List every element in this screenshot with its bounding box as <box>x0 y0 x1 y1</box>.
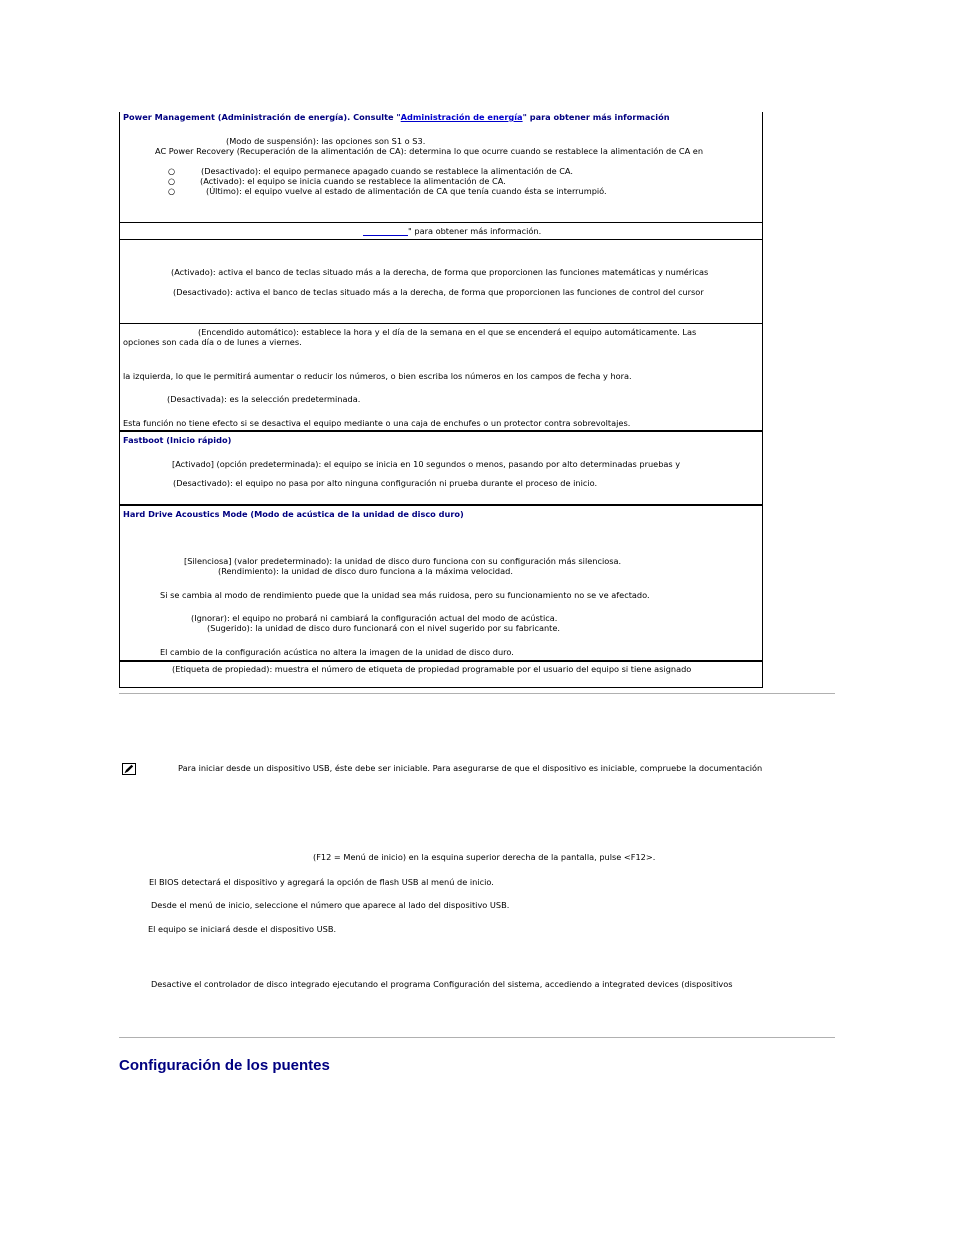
usb-step-disable: Desactive el controlador de disco integrado ejecutando el programa Configuración del sistema, accediendo a integrated devices (dispositivos <box>151 979 733 989</box>
acoustics-note: Si se cambia al modo de rendimiento puede que la unidad sea más ruidosa, pero su funcionamiento no se ve afectado. <box>160 590 650 600</box>
row-divider <box>119 222 763 223</box>
acoustics-header: Hard Drive Acoustics Mode (Modo de acústica de la unidad de disco duro) <box>123 509 464 519</box>
usb-step-select: Desde el menú de inicio, seleccione el número que aparece al lado del dispositivo USB. <box>151 900 510 910</box>
acoustics-performance-text: (Rendimiento): la unidad de disco duro funciona a la máxima velocidad. <box>218 566 513 576</box>
table-left-border <box>119 112 120 688</box>
numlock-off-text: (Desactivado): activa el banco de teclas situado más a la derecha, de forma que proporcionen las funciones de control del cursor <box>173 287 704 297</box>
ac-last-option: (Último): el equipo vuelve al estado de alimentación de CA que tenía cuando ésta se interrumpió. <box>206 186 607 196</box>
blank-link[interactable] <box>363 235 408 236</box>
row-divider <box>119 323 763 324</box>
acoustics-image-note: El cambio de la configuración acústica no altera la imagen de la unidad de disco duro. <box>160 647 514 657</box>
acoustics-suggested-text: (Sugerido): la unidad de disco duro funcionará con el nivel sugerido por su fabricante. <box>207 623 560 633</box>
auto-power-note: Esta función no tiene efecto si se desactiva el equipo mediante o una caja de enchufes o un protector contra sobrevoltajes. <box>123 418 631 428</box>
asset-tag-text: (Etiqueta de propiedad): muestra el número de etiqueta de propiedad programable por el usuario del equipo si tiene asignado <box>172 664 692 674</box>
suspend-mode-text: (Modo de suspensión): las opciones son S1 o S3. <box>226 136 426 146</box>
row-divider <box>119 430 763 432</box>
table-right-border <box>762 112 763 688</box>
row-divider <box>119 504 763 506</box>
usb-step-bios: El BIOS detectará el dispositivo y agregará la opción de flash USB al menú de inicio. <box>149 877 494 887</box>
bullet-icon: ○ <box>168 186 176 196</box>
acoustics-quiet-text: [Silenciosa] (valor predeterminado): la unidad de disco duro funciona con su configuración más silenciosa. <box>184 556 622 566</box>
table-bottom-border <box>119 687 763 688</box>
usb-step-f12: (F12 = Menú de inicio) en la esquina superior derecha de la pantalla, pulse <F12>. <box>313 852 656 862</box>
power-header-suffix: " para obtener más información <box>522 112 670 122</box>
auto-power-default: (Desactivada): es la selección predeterminada. <box>167 394 361 404</box>
fastboot-header: Fastboot (Inicio rápido) <box>123 435 232 445</box>
section-title: Configuración de los puentes <box>119 1057 330 1074</box>
row-divider <box>119 239 763 240</box>
acoustics-bypass-text: (Ignorar): el equipo no probará ni cambiará la configuración actual del modo de acústica. <box>191 613 558 623</box>
usb-note-text: Para iniciar desde un dispositivo USB, éste debe ser iniciable. Para asegurarse de que el dispositivo es iniciable, compruebe la documentación <box>178 763 763 773</box>
numlock-on-text: (Activado): activa el banco de teclas situado más a la derecha, de forma que proporcionen las funciones matemáticas y numéricas <box>171 267 709 277</box>
ac-recovery-text: AC Power Recovery (Recuperación de la alimentación de CA): determina lo que ocurre cuando se restablece la alimentación de CA en <box>155 146 704 156</box>
fastboot-on-text: [Activado] (opción predeterminada): el equipo se inicia en 10 segundos o menos, pasando por alto determinadas pruebas y <box>172 459 681 469</box>
ac-off-option: (Desactivado): el equipo permanece apagado cuando se restablece la alimentación de CA. <box>201 166 573 176</box>
section-separator <box>119 693 835 694</box>
section-separator <box>119 1037 835 1038</box>
bullet-icon: ○ <box>168 176 176 186</box>
usb-step-boot: El equipo se iniciará desde el dispositivo USB. <box>148 924 337 934</box>
ac-on-option: (Activado): el equipo se inicia cuando se restablece la alimentación de CA. <box>200 176 506 186</box>
pencil-note-icon <box>122 763 136 775</box>
power-management-link[interactable]: Administración de energía <box>400 112 523 122</box>
power-management-header <box>123 112 670 122</box>
bullet-icon: ○ <box>168 166 176 176</box>
more-info-text: " para obtener más información. <box>408 226 542 236</box>
row-divider <box>119 660 763 662</box>
auto-power-text: (Encendido automático): establece la hora y el día de la semana en el que se encenderá el equipo automáticamente. Las <box>198 327 697 337</box>
auto-power-options: opciones son cada día o de lunes a viernes. <box>123 337 302 347</box>
fastboot-off-text: (Desactivado): el equipo no pasa por alto ninguna configuración ni prueba durante el proceso de inicio. <box>173 478 598 488</box>
auto-power-adjust: la izquierda, lo que le permitirá aumentar o reducir los números, o bien escriba los números en los campos de fecha y hora. <box>123 371 632 381</box>
power-header-prefix: Power Management (Administración de energía). Consulte " <box>123 112 401 122</box>
